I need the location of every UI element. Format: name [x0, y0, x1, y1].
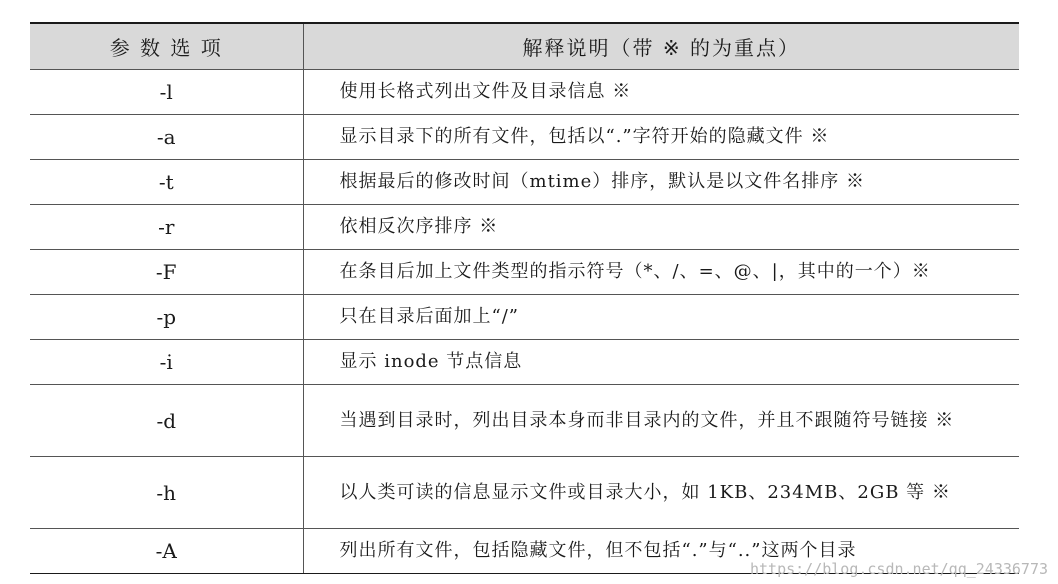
description-text: 显示目录下的所有文件，包括以“.”字符开始的隐藏文件 ※: [339, 126, 830, 147]
description-text: 以人类可读的信息显示文件或目录大小，如 1KB、234MB、2GB 等 ※: [339, 481, 951, 503]
description-text: 显示 inode 节点信息: [339, 351, 523, 372]
description-text: 依相反次序排序 ※: [339, 216, 499, 237]
option-cell: -a: [30, 115, 303, 160]
description-text: 当遇到目录时，列出目录本身而非目录内的文件，并且不跟随符号链接 ※: [339, 409, 955, 431]
option-cell: -A: [30, 529, 303, 574]
description-text: 使用长格式列出文件及目录信息 ※: [339, 81, 632, 102]
description-cell: [303, 160, 1019, 205]
description-text: 列出所有文件，包括隐藏文件，但不包括“.”与“..”这两个目录: [339, 540, 857, 561]
table-row: [30, 295, 1019, 340]
description-cell: [303, 205, 1019, 250]
description-cell: [303, 70, 1019, 115]
option-cell: -p: [30, 295, 303, 340]
table-row: [30, 385, 1019, 457]
description-text: 在条目后加上文件类型的指示符号（*、/、=、@、|，其中的一个）※: [339, 261, 931, 282]
option-cell: -t: [30, 160, 303, 205]
table-row: [30, 115, 1019, 160]
option-cell: -d: [30, 385, 303, 457]
header-option: 参 数 选 项: [30, 23, 303, 70]
header-description: 解释说明（带 ※ 的为重点）: [303, 23, 1019, 70]
option-cell: -i: [30, 340, 303, 385]
option-cell: -h: [30, 457, 303, 529]
option-cell: -F: [30, 250, 303, 295]
table-row: [30, 205, 1019, 250]
table-row: [30, 340, 1019, 385]
description-cell: [303, 340, 1019, 385]
table-row: [30, 457, 1019, 529]
options-table: [30, 22, 1019, 574]
description-text: 只在目录后面加上“/”: [339, 306, 519, 327]
table-header-row: [30, 23, 1019, 70]
option-cell: -l: [30, 70, 303, 115]
watermark: https://blog.csdn.net/qq_24336773: [749, 560, 1048, 578]
table-row: [30, 160, 1019, 205]
description-text: 根据最后的修改时间（mtime）排序，默认是以文件名排序 ※: [339, 171, 865, 192]
option-cell: -r: [30, 205, 303, 250]
table-row: [30, 70, 1019, 115]
description-cell: [303, 115, 1019, 160]
table-row: [30, 250, 1019, 295]
description-cell: [303, 250, 1019, 295]
description-cell: [303, 385, 1019, 457]
description-cell: [303, 295, 1019, 340]
description-cell: [303, 457, 1019, 529]
